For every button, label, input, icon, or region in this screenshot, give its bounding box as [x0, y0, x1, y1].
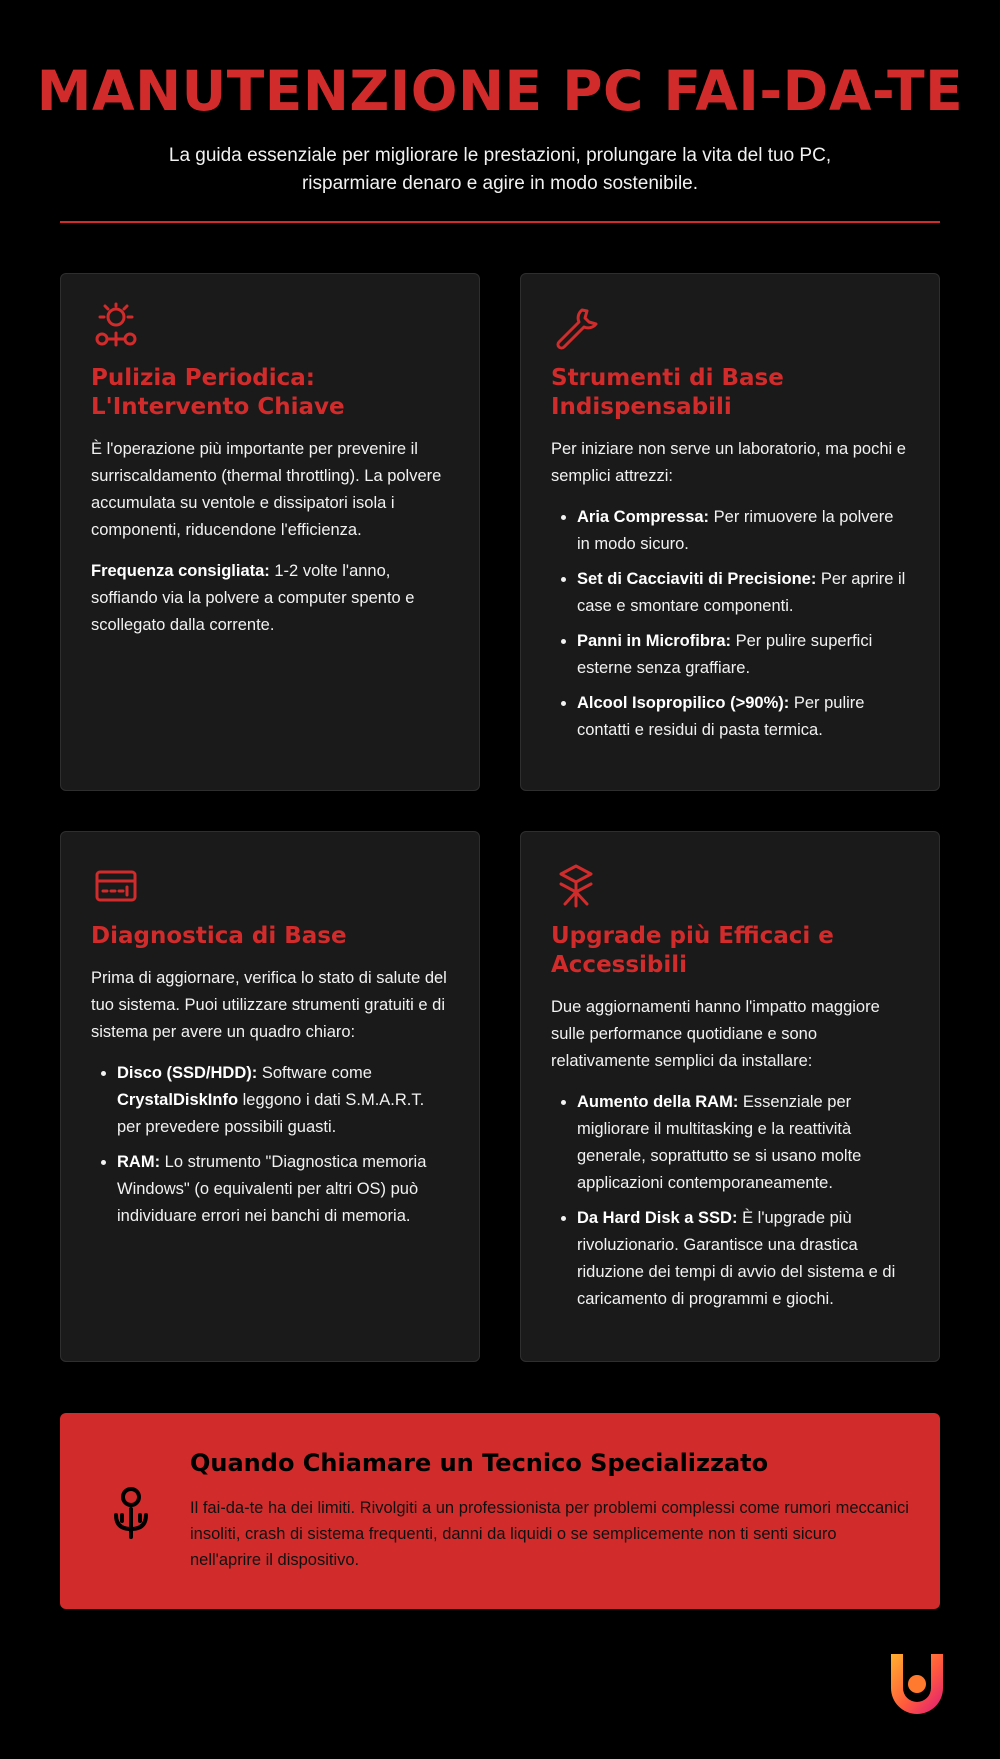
- list-item: [577, 566, 909, 620]
- card-upgrades: [520, 831, 940, 1362]
- tools-list: [551, 504, 909, 744]
- item-text: leggono i dati S.M.A.R.T. per prevedere possibili guasti.: [117, 1091, 425, 1136]
- technician-icon: [106, 1485, 156, 1539]
- item-text: Essenziale per migliorare il multitasking e la reattività generale, soprattutto se si usano molte applicazioni contemporaneamente.: [577, 1093, 862, 1192]
- list-item: [117, 1060, 449, 1141]
- bug-cleaning-icon: [91, 302, 141, 352]
- card-cleaning: [60, 273, 480, 791]
- drive-icon: [91, 860, 141, 910]
- item-label: Panni in Microfibra:: [577, 632, 732, 650]
- item-text: Per rimuovere la polvere in modo sicuro.: [577, 508, 894, 553]
- card-intro: È l'operazione più importante per prevenire il surriscaldamento (thermal throttling). La polvere accumulata su ventole e dissipatori isola i componenti, riducendone l'efficienza.: [91, 440, 442, 539]
- wrench-icon: [551, 302, 601, 352]
- software-name: CrystalDiskInfo: [117, 1091, 239, 1109]
- item-text: Per aprire il case e smontare componenti.: [577, 570, 906, 615]
- brand-logo-icon: [883, 1648, 957, 1718]
- item-label: Aria Compressa:: [577, 508, 710, 526]
- item-text: Per pulire contatti e residui di pasta termica.: [577, 694, 865, 739]
- subtitle-line-1: La guida essenziale per migliorare le prestazioni, prolungare la vita del tuo PC,: [168, 145, 832, 166]
- list-item: [577, 1205, 909, 1313]
- page-subtitle: [140, 142, 860, 198]
- upgrades-list: [551, 1089, 909, 1313]
- page-header: [0, 0, 1000, 198]
- item-text: Software come: [257, 1064, 372, 1082]
- item-label: Disco (SSD/HDD):: [117, 1064, 258, 1082]
- card-tools: [520, 273, 940, 791]
- card-title: Pulizia Periodica: L'Intervento Chiave: [91, 365, 345, 420]
- header-divider: [60, 221, 940, 223]
- subtitle-line-2: risparmiare denaro e agire in modo sostenibile.: [301, 173, 699, 194]
- card-title: Diagnostica di Base: [91, 923, 347, 949]
- card-intro: Per iniziare non serve un laboratorio, ma pochi e semplici attrezzi:: [551, 440, 906, 485]
- item-label: RAM:: [117, 1153, 161, 1171]
- list-item: [577, 504, 909, 558]
- item-label: Set di Cacciaviti di Precisione:: [577, 570, 817, 588]
- frequency-text: [91, 558, 449, 639]
- card-intro: Prima di aggiornare, verifica lo stato di salute del tuo sistema. Puoi utilizzare strumenti gratuiti e di sistema per avere un quadro chiaro:: [91, 969, 447, 1041]
- item-label: Da Hard Disk a SSD:: [577, 1209, 738, 1227]
- list-item: [577, 1089, 909, 1197]
- item-text: Per pulire superfici esterne senza graffiare.: [577, 632, 873, 677]
- item-text: È l'upgrade più rivoluzionario. Garantisce una drastica riduzione dei tempi di avvio del sistema e di caricamento di programmi e giochi.: [577, 1209, 896, 1308]
- card-title: Strumenti di Base Indispensabili: [551, 365, 784, 420]
- callout-text: Il fai-da-te ha dei limiti. Rivolgiti a un professionista per problemi complessi come rumori meccanici insoliti, crash di sistema frequenti, danni da liquidi o se semplicemente non ti senti sicuro nell'aprire il dispositivo.: [190, 1499, 909, 1569]
- item-label: Aumento della RAM:: [577, 1093, 739, 1111]
- frequency-value: 1-2 volte l'anno, soffiando via la polvere a computer spento e scollegato dalla corrente.: [91, 562, 415, 634]
- list-item: [577, 628, 909, 682]
- technician-callout: [60, 1413, 940, 1609]
- list-item: [117, 1149, 449, 1230]
- list-item: [577, 690, 909, 744]
- item-label: Alcool Isopropilico (>90%):: [577, 694, 790, 712]
- callout-title: Quando Chiamare un Tecnico Specializzato: [190, 1449, 769, 1477]
- page-title: MANUTENZIONE PC FAI-DA-TE: [36, 59, 964, 123]
- card-title: Upgrade più Efficaci e Accessibili: [551, 923, 834, 978]
- card-diagnostics: [60, 831, 480, 1362]
- diagnostics-list: [91, 1060, 449, 1230]
- layers-icon: [551, 860, 601, 910]
- frequency-label: Frequenza consigliata:: [91, 562, 270, 580]
- card-intro: Due aggiornamenti hanno l'impatto maggiore sulle performance quotidiane e sono relativamente semplici da installare:: [551, 998, 880, 1070]
- item-text: Lo strumento "Diagnostica memoria Windows" (o equivalenti per altri OS) può individuare errori nei banchi di memoria.: [117, 1153, 427, 1225]
